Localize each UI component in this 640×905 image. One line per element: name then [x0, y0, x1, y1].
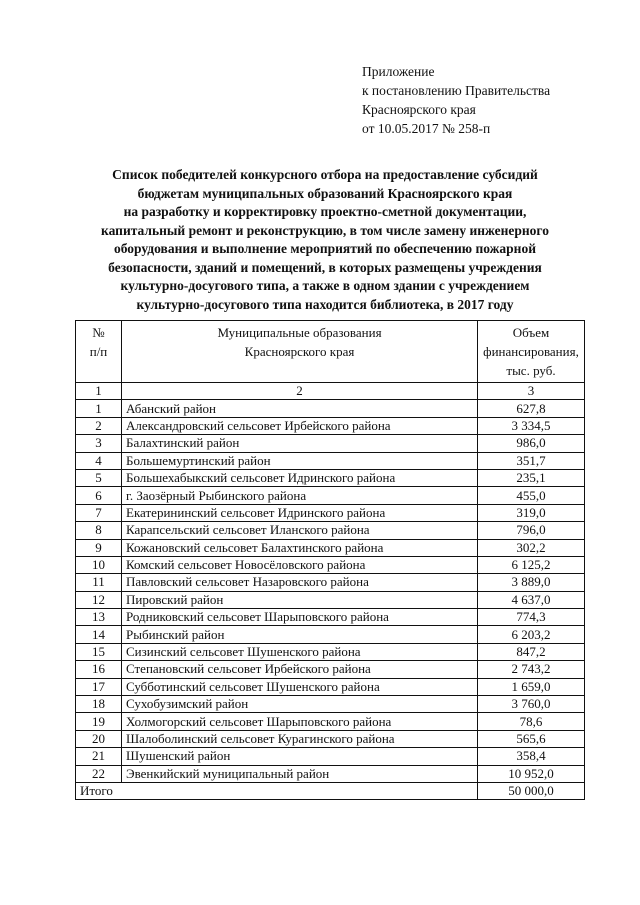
- funding-value: 302,2: [478, 539, 585, 556]
- funding-value: 986,0: [478, 435, 585, 452]
- row-number: 12: [76, 591, 122, 608]
- table-row: [76, 556, 585, 573]
- table-row: [76, 609, 585, 626]
- municipality-name: Балахтинский район: [122, 435, 478, 452]
- municipality-name: Эвенкийский муниципальный район: [122, 765, 478, 782]
- row-number: 3: [76, 435, 122, 452]
- row-number: 9: [76, 539, 122, 556]
- funding-value: 358,4: [478, 748, 585, 765]
- municipality-name: Абанский район: [122, 400, 478, 417]
- funding-value: 796,0: [478, 522, 585, 539]
- row-number: 21: [76, 748, 122, 765]
- row-number: 2: [76, 417, 122, 434]
- funding-value: 6 125,2: [478, 556, 585, 573]
- document-title: [60, 166, 590, 314]
- title-line: Список победителей конкурсного отбора на предоставление субсидий: [112, 167, 538, 182]
- annex-line: к постановлению Правительства: [362, 83, 551, 98]
- municipality-name: Сухобузимский район: [122, 696, 478, 713]
- column-index-row: [76, 383, 585, 400]
- funding-value: 774,3: [478, 609, 585, 626]
- table-row: [76, 522, 585, 539]
- row-number: 1: [76, 400, 122, 417]
- total-label: Итого: [76, 782, 478, 799]
- row-number: 20: [76, 730, 122, 747]
- annex-date-number: от 10.05.2017 № 258-п: [362, 121, 491, 136]
- column-index: 1: [76, 383, 122, 400]
- table-row: [76, 487, 585, 504]
- title-line: бюджетам муниципальных образований Красноярского края: [137, 185, 513, 201]
- header-funding: Объем финансирования, тыс. руб.: [478, 321, 585, 383]
- funding-value: 3 760,0: [478, 696, 585, 713]
- row-number: 8: [76, 522, 122, 539]
- municipality-name: Карапсельский сельсовет Иланского района: [122, 522, 478, 539]
- table-row: [76, 748, 585, 765]
- table-row: [76, 730, 585, 747]
- funding-value: 1 659,0: [478, 678, 585, 695]
- table-row: [76, 713, 585, 730]
- title-line: культурно-досугового типа, а также в одном здании с учреждением: [120, 278, 530, 293]
- total-row: [76, 782, 585, 799]
- municipality-name: Холмогорский сельсовет Шарыповского района: [122, 713, 478, 730]
- funding-value: 3 334,5: [478, 417, 585, 434]
- column-index: 2: [122, 383, 478, 400]
- municipality-name: Большехабыкский сельсовет Идринского района: [122, 469, 478, 486]
- row-number: 16: [76, 661, 122, 678]
- total-value: 50 000,0: [478, 782, 585, 799]
- annex-line: Приложение: [362, 64, 435, 79]
- municipality-name: Шалоболинский сельсовет Курагинского района: [122, 730, 478, 747]
- row-number: 11: [76, 574, 122, 591]
- title-line: безопасности, зданий и помещений, в которых размещены учреждения: [108, 259, 542, 275]
- municipality-name: Павловский сельсовет Назаровского района: [122, 574, 478, 591]
- funding-value: 10 952,0: [478, 765, 585, 782]
- funding-value: 351,7: [478, 452, 585, 469]
- row-number: 4: [76, 452, 122, 469]
- table-row: [76, 400, 585, 417]
- table-row: [76, 643, 585, 660]
- table-row: [76, 504, 585, 521]
- municipality-name: Александровский сельсовет Ирбейского района: [122, 417, 478, 434]
- municipality-name: г. Заозёрный Рыбинского района: [122, 487, 478, 504]
- title-line: оборудования и выполнение мероприятий по обеспечению пожарной: [113, 241, 536, 256]
- row-number: 13: [76, 609, 122, 626]
- municipality-name: Большемуртинский район: [122, 452, 478, 469]
- table-header-row: [76, 321, 585, 383]
- table-row: [76, 678, 585, 695]
- table-row: [76, 435, 585, 452]
- funding-value: 235,1: [478, 469, 585, 486]
- funding-value: 565,6: [478, 730, 585, 747]
- funding-value: 3 889,0: [478, 574, 585, 591]
- winners-table: [75, 320, 585, 800]
- row-number: 10: [76, 556, 122, 573]
- municipality-name: Шушенский район: [122, 748, 478, 765]
- header-number: № п/п: [76, 321, 122, 383]
- table-row: [76, 661, 585, 678]
- row-number: 15: [76, 643, 122, 660]
- funding-value: 847,2: [478, 643, 585, 660]
- funding-value: 6 203,2: [478, 626, 585, 643]
- title-line: культурно-досугового типа находится библиотека, в 2017 году: [136, 296, 514, 312]
- table-row: [76, 696, 585, 713]
- municipality-name: Родниковский сельсовет Шарыповского района: [122, 609, 478, 626]
- municipality-name: Пировский район: [122, 591, 478, 608]
- municipality-name: Сизинский сельсовет Шушенского района: [122, 643, 478, 660]
- annex-line: Красноярского края: [362, 102, 476, 117]
- row-number: 7: [76, 504, 122, 521]
- row-number: 19: [76, 713, 122, 730]
- column-index: 3: [478, 383, 585, 400]
- municipality-name: Кожановский сельсовет Балахтинского района: [122, 539, 478, 556]
- funding-value: 319,0: [478, 504, 585, 521]
- row-number: 17: [76, 678, 122, 695]
- municipality-name: Комский сельсовет Новосёловского района: [122, 556, 478, 573]
- table-row: [76, 574, 585, 591]
- table-row: [76, 591, 585, 608]
- row-number: 22: [76, 765, 122, 782]
- table-row: [76, 417, 585, 434]
- row-number: 14: [76, 626, 122, 643]
- funding-value: 4 637,0: [478, 591, 585, 608]
- row-number: 5: [76, 469, 122, 486]
- title-line: на разработку и корректировку проектно-сметной документации,: [123, 204, 527, 219]
- table-row: [76, 452, 585, 469]
- municipality-name: Рыбинский район: [122, 626, 478, 643]
- municipality-name: Субботинский сельсовет Шушенского района: [122, 678, 478, 695]
- title-line: капитальный ремонт и реконструкцию, в том числе замену инженерного: [101, 222, 549, 238]
- table-row: [76, 539, 585, 556]
- funding-value: 78,6: [478, 713, 585, 730]
- table-row: [76, 469, 585, 486]
- row-number: 18: [76, 696, 122, 713]
- municipality-name: Степановский сельсовет Ирбейского района: [122, 661, 478, 678]
- funding-value: 2 743,2: [478, 661, 585, 678]
- row-number: 6: [76, 487, 122, 504]
- funding-value: 627,8: [478, 400, 585, 417]
- annex-block: [362, 62, 550, 138]
- header-municipality: Муниципальные образования Красноярского края: [122, 321, 478, 383]
- table-row: [76, 765, 585, 782]
- table-row: [76, 626, 585, 643]
- municipality-name: Екатерининский сельсовет Идринского района: [122, 504, 478, 521]
- funding-value: 455,0: [478, 487, 585, 504]
